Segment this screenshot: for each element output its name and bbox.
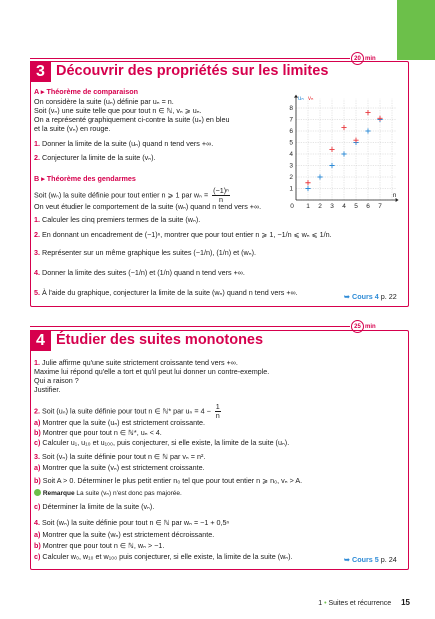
question-number: 2.: [34, 153, 40, 162]
chapter-title: Suites et récurrence: [328, 600, 392, 607]
text-line: On veut étudier le comportement de la suite (wₙ) quand n tend vers +∞.: [34, 202, 262, 211]
page-footer: [318, 598, 410, 607]
sub-question-label: b): [34, 428, 41, 437]
y-tick-label: 7: [289, 116, 293, 124]
x-tick-label: 6: [366, 203, 370, 210]
point-v: [305, 180, 310, 185]
sub-question-label: c): [34, 438, 41, 447]
point-u: [365, 128, 370, 133]
question-text: Conjecturer la limite de la suite (vₙ).: [42, 153, 156, 162]
question-number: 2.: [34, 230, 40, 239]
question: [34, 230, 332, 239]
sub-question-text: Soit A > 0. Déterminer le plus petit entier n₀ tel que pour tout entier n ⩾ n₀, vₙ > A.: [42, 476, 303, 485]
x-axis-label: n: [392, 192, 397, 199]
sub-question-label: a): [34, 530, 41, 539]
question-number: 1.: [34, 139, 40, 148]
question: [34, 139, 213, 148]
arrow-icon: ➥: [344, 555, 351, 564]
x-tick-label: 0: [290, 203, 294, 210]
sub-question-text: Déterminer la limite de la suite (vₙ).: [42, 502, 155, 511]
remark-label: Remarque: [42, 490, 75, 497]
sub-question-label: a): [34, 418, 41, 427]
sub-question: [34, 476, 302, 485]
question-number: 1.: [34, 358, 40, 367]
sub-question: [34, 418, 205, 427]
y-tick-label: 6: [289, 128, 293, 136]
section-rule: [30, 58, 350, 59]
question-text: Soit (wₙ) la suite définie pour tout n ∈ ℕ par wₙ = −1 + 0,5ⁿ: [42, 518, 230, 527]
timer-circle: 20: [351, 52, 364, 65]
part-a-title: A ▸ Théorème de comparaison: [34, 87, 138, 96]
sub-question-text: Calculer u₁, u₁₀ et u₁₀₀, puis conjecturer, si elle existe, la limite de la suite (uₙ).: [42, 438, 290, 447]
timer-unit: min: [365, 323, 376, 330]
section-rule: [30, 326, 350, 327]
point-u: [317, 174, 322, 179]
sub-question-text: Montrer que pour tout n ∈ ℕ, wₙ > −1.: [42, 541, 165, 550]
question: [34, 248, 256, 257]
fraction-numerator: 1: [215, 402, 220, 411]
cours-link[interactable]: [344, 292, 397, 301]
question-text: Donner la limite de la suite (uₙ) quand n tend vers +∞.: [42, 139, 214, 148]
legend-v: vₙ: [308, 95, 314, 102]
question-text: Julie affirme qu'une suite strictement croissante tend vers +∞.: [42, 358, 238, 367]
question-text: Donner la limite des suites (−1/n) et (1/n) quand n tend vers +∞.: [42, 268, 245, 277]
y-tick-label: 1: [289, 185, 293, 193]
text-line: Qui a raison ?: [34, 376, 79, 385]
point-v: [377, 116, 382, 121]
cours-label: Cours 4: [352, 292, 379, 301]
fraction-denominator: n: [215, 411, 220, 420]
sub-question: [34, 438, 289, 447]
question-text: Soit (uₙ) la suite définie pour tout n ∈ ℕ* par uₙ = 4 −: [42, 406, 211, 416]
sub-question-label: c): [34, 502, 41, 511]
section-title: Étudier des suites monotones: [56, 332, 264, 348]
point-u: [305, 186, 310, 191]
sub-question-label: b): [34, 541, 41, 550]
text-line: Soit (vₙ) une suite telle que pour tout n ∈ ℕ, vₙ ⩾ uₙ.: [34, 106, 202, 115]
sub-question: [34, 552, 293, 561]
question-number: 2.: [34, 406, 40, 416]
sub-question-text: Montrer que la suite (wₙ) est strictement décroissante.: [42, 530, 215, 539]
text-line: Justifier.: [34, 385, 61, 394]
x-tick-label: 3: [330, 203, 334, 210]
question-text: En donnant un encadrement de (−1)ⁿ, montrer que pour tout entier n ⩾ 1, −1/n ⩽ wₙ ⩽ 1/n.: [42, 230, 332, 239]
section-number: 4: [30, 330, 51, 351]
text-line: et la suite (vₙ) en rouge.: [34, 124, 111, 133]
timer-unit: min: [365, 55, 376, 62]
question: [34, 358, 238, 367]
sub-question-label: c): [34, 552, 41, 561]
x-tick-label: 7: [378, 203, 382, 210]
fraction-denominator: n: [218, 195, 223, 204]
question-text: Représenter sur un même graphique les suites (−1/n), (1/n) et (wₙ).: [42, 248, 256, 257]
cours-link[interactable]: [344, 555, 397, 564]
definition-text: Soit (wₙ) la suite définie pour tout entier n ⩾ 1 par wₙ =: [34, 190, 209, 200]
sub-question-text: Montrer que la suite (uₙ) est strictement croissante.: [42, 418, 206, 427]
arrow-icon: ➥: [344, 292, 351, 301]
x-tick-label: 2: [318, 203, 322, 210]
question: [34, 452, 205, 461]
question-text: Soit (vₙ) la suite définie pour tout n ∈ ℕ par vₙ = n².: [42, 452, 206, 461]
sub-question: [34, 428, 162, 437]
point-v: [353, 138, 358, 143]
point-u: [329, 163, 334, 168]
sub-question-text: Calculer w₀, w₁₀ et w₁₀₀ puis conjecturer, si elle existe, la limite de la suite (wₙ).: [42, 552, 293, 561]
y-tick-label: 5: [289, 139, 293, 147]
point-u: [341, 151, 346, 156]
text-line: On a représenté graphiquement ci-contre la suite (uₙ) en bleu: [34, 115, 230, 124]
point-v: [341, 125, 346, 130]
sub-question-label: b): [34, 476, 41, 485]
question-text: Calculer les cinq premiers termes de la suite (wₙ).: [42, 215, 201, 224]
question: [34, 268, 245, 277]
remark: [34, 489, 182, 498]
question-number: 1.: [34, 215, 40, 224]
sub-question: [34, 541, 164, 550]
section-number: 3: [30, 61, 51, 82]
sub-question: [34, 502, 154, 511]
question: [34, 288, 298, 297]
sub-question-text: Montrer que pour tout n ∈ ℕ*, uₙ < 4.: [42, 428, 162, 437]
question-number: 5.: [34, 288, 40, 297]
sub-question-text: Montrer que la suite (vₙ) est strictement croissante.: [42, 463, 205, 472]
x-tick-label: 5: [354, 203, 358, 210]
point-v: [365, 110, 370, 115]
question-number: 3.: [34, 248, 40, 257]
y-tick-label: 8: [289, 105, 293, 113]
question: [34, 153, 156, 162]
text-line: On considère la suite (uₙ) définie par uₙ = n.: [34, 97, 174, 106]
timer-circle: 25: [351, 320, 364, 333]
page-number: 15: [401, 598, 410, 607]
fraction-numerator: (−1)ⁿ: [213, 186, 229, 195]
fraction: [215, 403, 221, 420]
cours-label: Cours 5: [352, 555, 379, 564]
cours-page: p. 24: [380, 555, 397, 564]
sub-question-label: a): [34, 463, 41, 472]
chapter-number: 1: [318, 600, 323, 607]
y-tick-label: 4: [289, 151, 293, 159]
question-number: 4.: [34, 518, 40, 527]
question-number: 4.: [34, 268, 40, 277]
x-tick-label: 1: [306, 203, 310, 210]
section-title: Découvrir des propriétés sur les limites: [56, 63, 329, 79]
point-v: [329, 147, 334, 152]
corner-tab: [397, 0, 435, 60]
part-b-title: B ▸ Théorème des gendarmes: [34, 174, 136, 183]
y-tick-label: 3: [289, 162, 293, 170]
question: [34, 518, 229, 527]
text-line: Maxime lui répond qu'elle a tort et qu'il peut lui donner un contre-exemple.: [34, 367, 270, 376]
remark-icon: [34, 489, 41, 496]
y-tick-label: 2: [289, 174, 293, 182]
sequence-graph: [284, 88, 397, 210]
x-tick-label: 4: [342, 203, 346, 210]
remark-text: La suite (vₙ) n'est donc pas majorée.: [76, 490, 182, 497]
legend-u: uₙ: [298, 95, 304, 102]
sub-question: [34, 463, 205, 472]
question-number: 3.: [34, 452, 40, 461]
footer-separator: •: [324, 600, 327, 607]
cours-page: p. 22: [380, 292, 397, 301]
question: [34, 215, 200, 224]
sub-question: [34, 530, 214, 539]
question-text: À l'aide du graphique, conjecturer la limite de la suite (wₙ) quand n tend vers +∞.: [42, 288, 298, 297]
